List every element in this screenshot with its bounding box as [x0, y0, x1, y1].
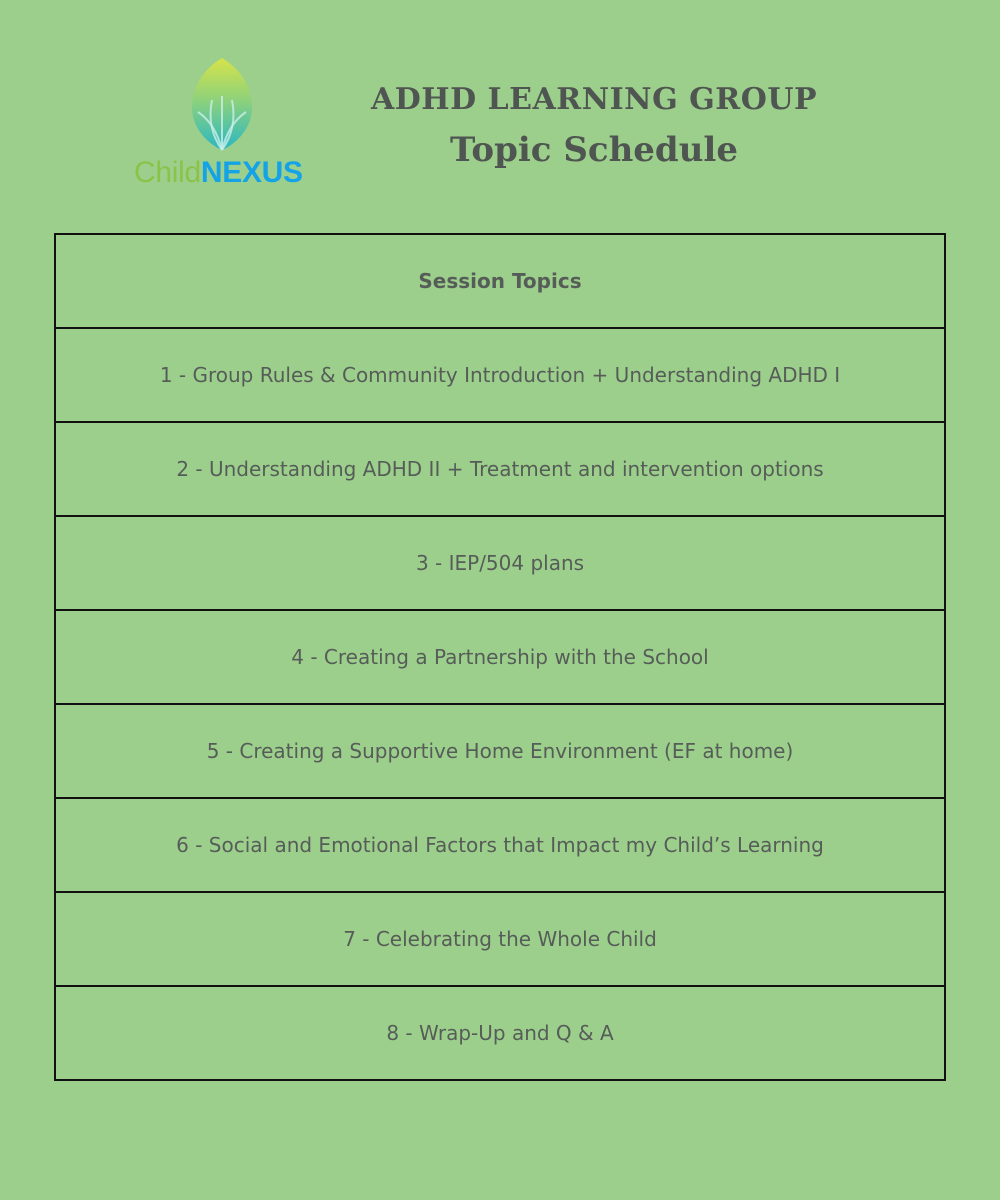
table-row	[55, 986, 945, 1080]
session-topic-6: 6 - Social and Emotional Factors that Impact my Child’s Learning	[55, 798, 945, 892]
table-row	[55, 892, 945, 986]
page-title: ADHD LEARNING GROUP	[370, 82, 818, 117]
table-row	[55, 704, 945, 798]
page-subtitle: Topic Schedule	[450, 130, 738, 170]
session-topic-3: 3 - IEP/504 plans	[55, 516, 945, 610]
table-row	[55, 798, 945, 892]
session-topics-table	[54, 233, 946, 1081]
logo-text-nexus: NEXUS	[200, 156, 303, 189]
session-topic-5: 5 - Creating a Supportive Home Environment (EF at home)	[55, 704, 945, 798]
childnexus-logo	[130, 52, 320, 192]
leaf-logo-icon	[190, 56, 254, 152]
session-topic-4: 4 - Creating a Partnership with the School	[55, 610, 945, 704]
logo-text-child: Child	[134, 156, 201, 189]
table-header-session-topics: Session Topics	[55, 234, 945, 328]
table-header-row	[55, 234, 945, 328]
table-row	[55, 422, 945, 516]
table-row	[55, 610, 945, 704]
session-topic-7: 7 - Celebrating the Whole Child	[55, 892, 945, 986]
logo-wordmark	[134, 156, 303, 190]
session-topic-2: 2 - Understanding ADHD II + Treatment and intervention options	[55, 422, 945, 516]
title-block	[370, 78, 818, 176]
table-row	[55, 516, 945, 610]
table-row	[55, 328, 945, 422]
session-topic-1: 1 - Group Rules & Community Introduction + Understanding ADHD I	[55, 328, 945, 422]
session-topic-8: 8 - Wrap-Up and Q & A	[55, 986, 945, 1080]
